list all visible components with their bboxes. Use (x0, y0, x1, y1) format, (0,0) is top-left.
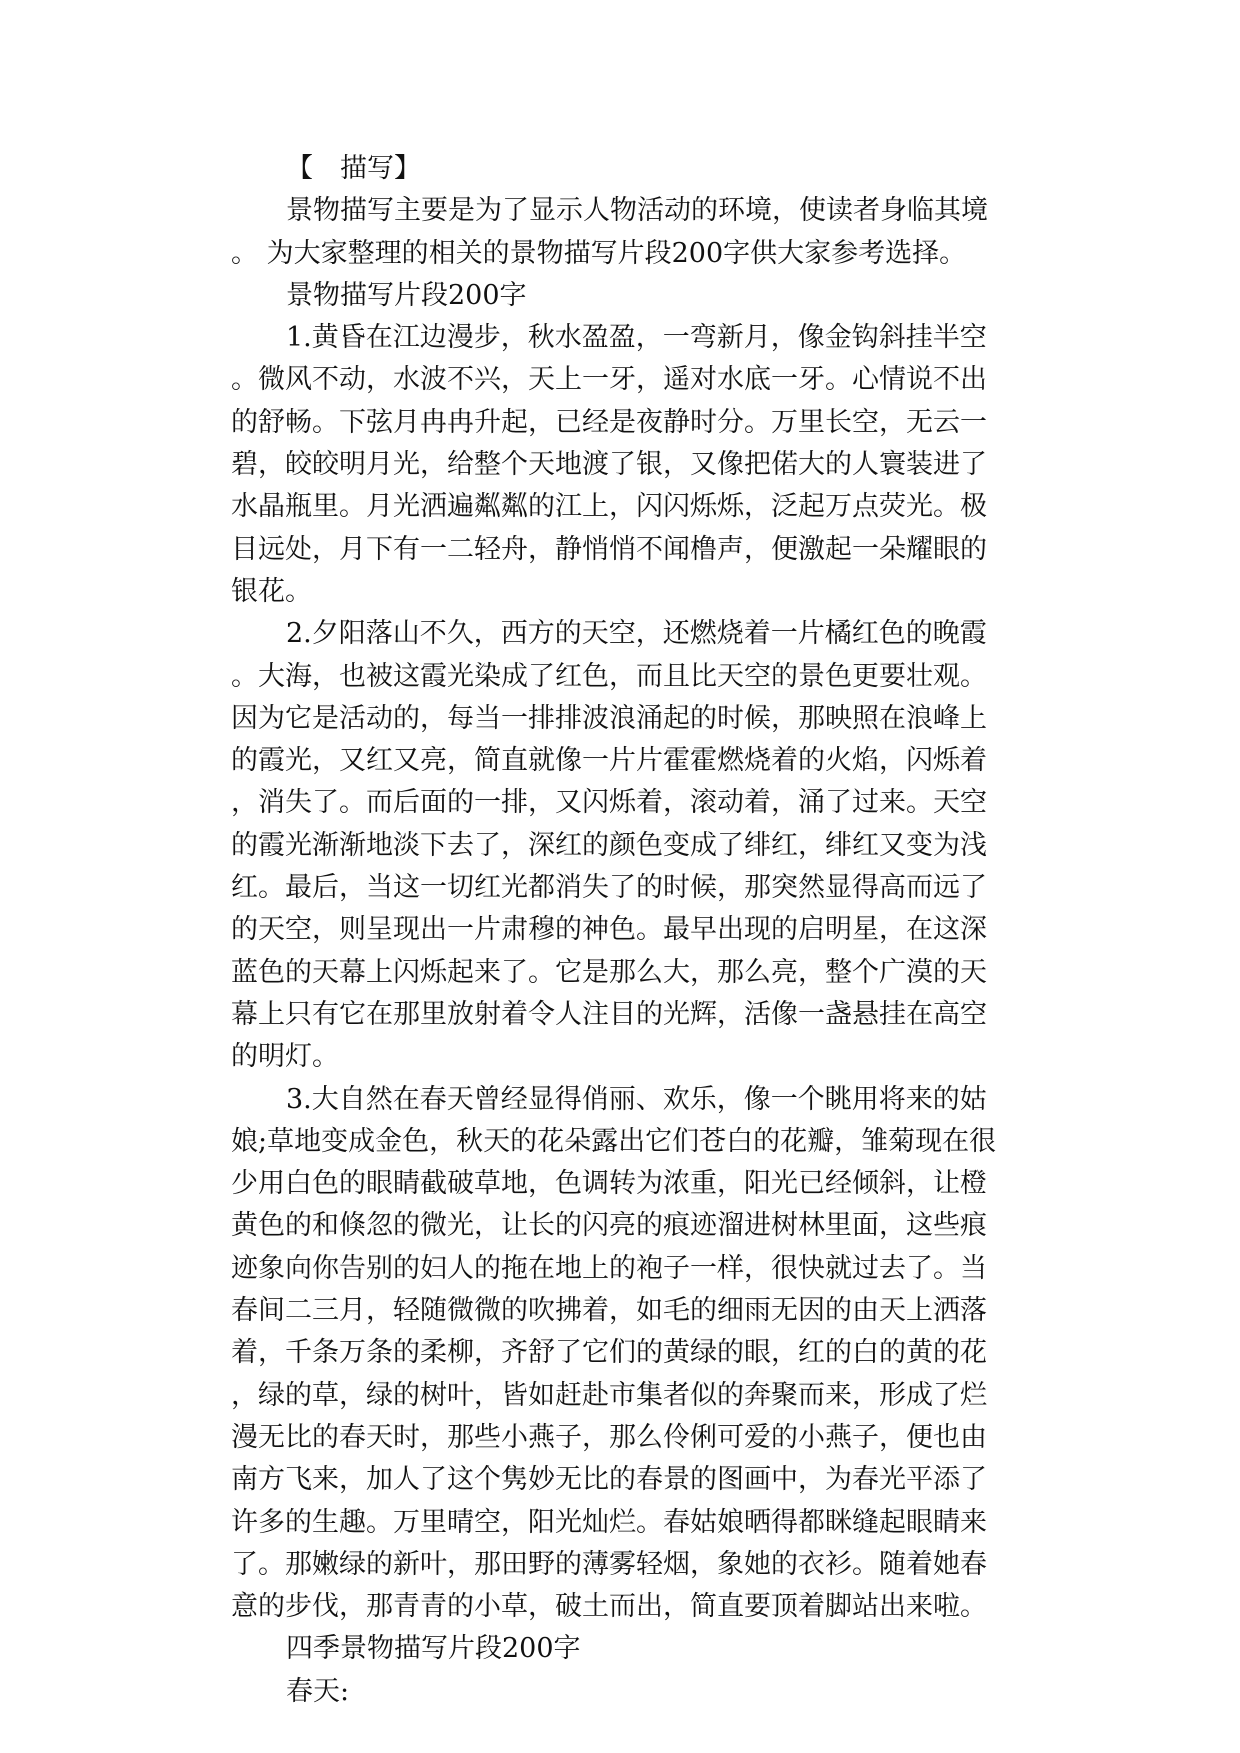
text-line: 。 为大家整理的相关的景物描写片段200字供大家参考选择。 (231, 237, 967, 269)
text-line: 幕上只有它在那里放射着令人注目的光辉，活像一盏悬挂在高空 (231, 998, 987, 1030)
text-line: 的明灯。 (231, 1041, 339, 1073)
text-line: ，绿的草，绿的树叶，皆如赶赴市集者似的奔聚而来，形成了烂 (231, 1379, 987, 1411)
text-line: 蓝色的天幕上闪烁起来了。它是那么大，那么亮，整个广漠的天 (231, 956, 987, 988)
text-line: 的霞光渐渐地淡下去了，深红的颜色变成了绯红，绯红又变为浅 (231, 829, 987, 861)
text-line: 春天: (286, 1675, 350, 1707)
text-line: 春间二三月，轻随微微的吹拂着，如毛的细雨无因的由天上洒落 (231, 1295, 987, 1327)
text-line: 碧，皎皎明月光，给整个天地渡了银，又像把偌大的人寰装进了 (231, 449, 987, 481)
text-line: 的天空，则呈现出一片肃穆的神色。最早出现的启明星，在这深 (231, 914, 987, 946)
text-line: 的舒畅。下弦月冉冉升起，已经是夜静时分。万里长空，无云一 (231, 406, 987, 438)
text-line: 景物描写主要是为了显示人物活动的环境，使读者身临其境 (286, 195, 988, 227)
text-line: 目远处，月下有一二轻舟，静悄悄不闻橹声，便激起一朵耀眼的 (231, 533, 987, 565)
text-line: 少用白色的眼睛截破草地，色调转为浓重，阳光已经倾斜，让橙 (231, 1168, 987, 1200)
text-line: 了。那嫩绿的新叶，那田野的薄雾轻烟，象她的衣衫。随着她春 (231, 1548, 987, 1580)
text-line: 四季景物描写片段200字 (286, 1633, 581, 1665)
text-line: 黄色的和倏忽的微光，让长的闪亮的痕迹溜进树林里面，这些痕 (231, 1210, 987, 1242)
text-line: 漫无比的春天时，那些小燕子，那么伶俐可爱的小燕子，便也由 (231, 1421, 987, 1453)
text-line: 南方飞来，加人了这个隽妙无比的春景的图画中，为春光平添了 (231, 1464, 987, 1496)
document-body (231, 148, 1061, 1713)
text-line: 许多的生趣。万里晴空，阳光灿烂。春姑娘晒得都眯缝起眼睛来 (231, 1506, 987, 1538)
text-line: 。微风不动，水波不兴，天上一牙，遥对水底一牙。心情说不出 (231, 364, 987, 396)
text-line: 景物描写片段200字 (286, 279, 527, 311)
text-line: 3.大自然在春天曾经显得俏丽、欢乐，像一个眺用将来的姑 (286, 1083, 987, 1115)
text-line: 1.黄昏在江边漫步，秋水盈盈，一弯新月，像金钩斜挂半空 (286, 322, 987, 354)
text-line: 因为它是活动的，每当一排排波浪涌起的时候，那映照在浪峰上 (231, 702, 987, 734)
text-line: 。大海，也被这霞光染成了红色，而且比天空的景色更要壮观。 (231, 660, 987, 692)
text-line: 迹象向你告别的妇人的拖在地上的袍子一样，很快就过去了。当 (231, 1252, 987, 1284)
text-line: 【 描写】 (286, 153, 421, 184)
text-line: 意的步伐，那青青的小草，破土而出，简直要顶着脚站出来啦。 (231, 1591, 987, 1623)
text-line: 水晶瓶里。月光洒遍粼粼的江上，闪闪烁烁，泛起万点荧光。极 (231, 491, 987, 523)
text-line: ，消失了。而后面的一排，又闪烁着，滚动着，涌了过来。天空 (231, 787, 987, 819)
text-line: 着，千条万条的柔柳，齐舒了它们的黄绿的眼，红的白的黄的花 (231, 1337, 987, 1369)
text-line: 的霞光，又红又亮，简直就像一片片霍霍燃烧着的火焰，闪烁着 (231, 745, 987, 777)
text-line: 2.夕阳落山不久，西方的天空，还燃烧着一片橘红色的晚霞 (286, 618, 987, 650)
text-line: 红。最后，当这一切红光都消失了的时候，那突然显得高而远了 (231, 872, 987, 904)
text-line: 娘;草地变成金色，秋天的花朵露出它们苍白的花瓣，雏菊现在很 (231, 1125, 997, 1157)
text-line: 银花。 (231, 575, 312, 607)
